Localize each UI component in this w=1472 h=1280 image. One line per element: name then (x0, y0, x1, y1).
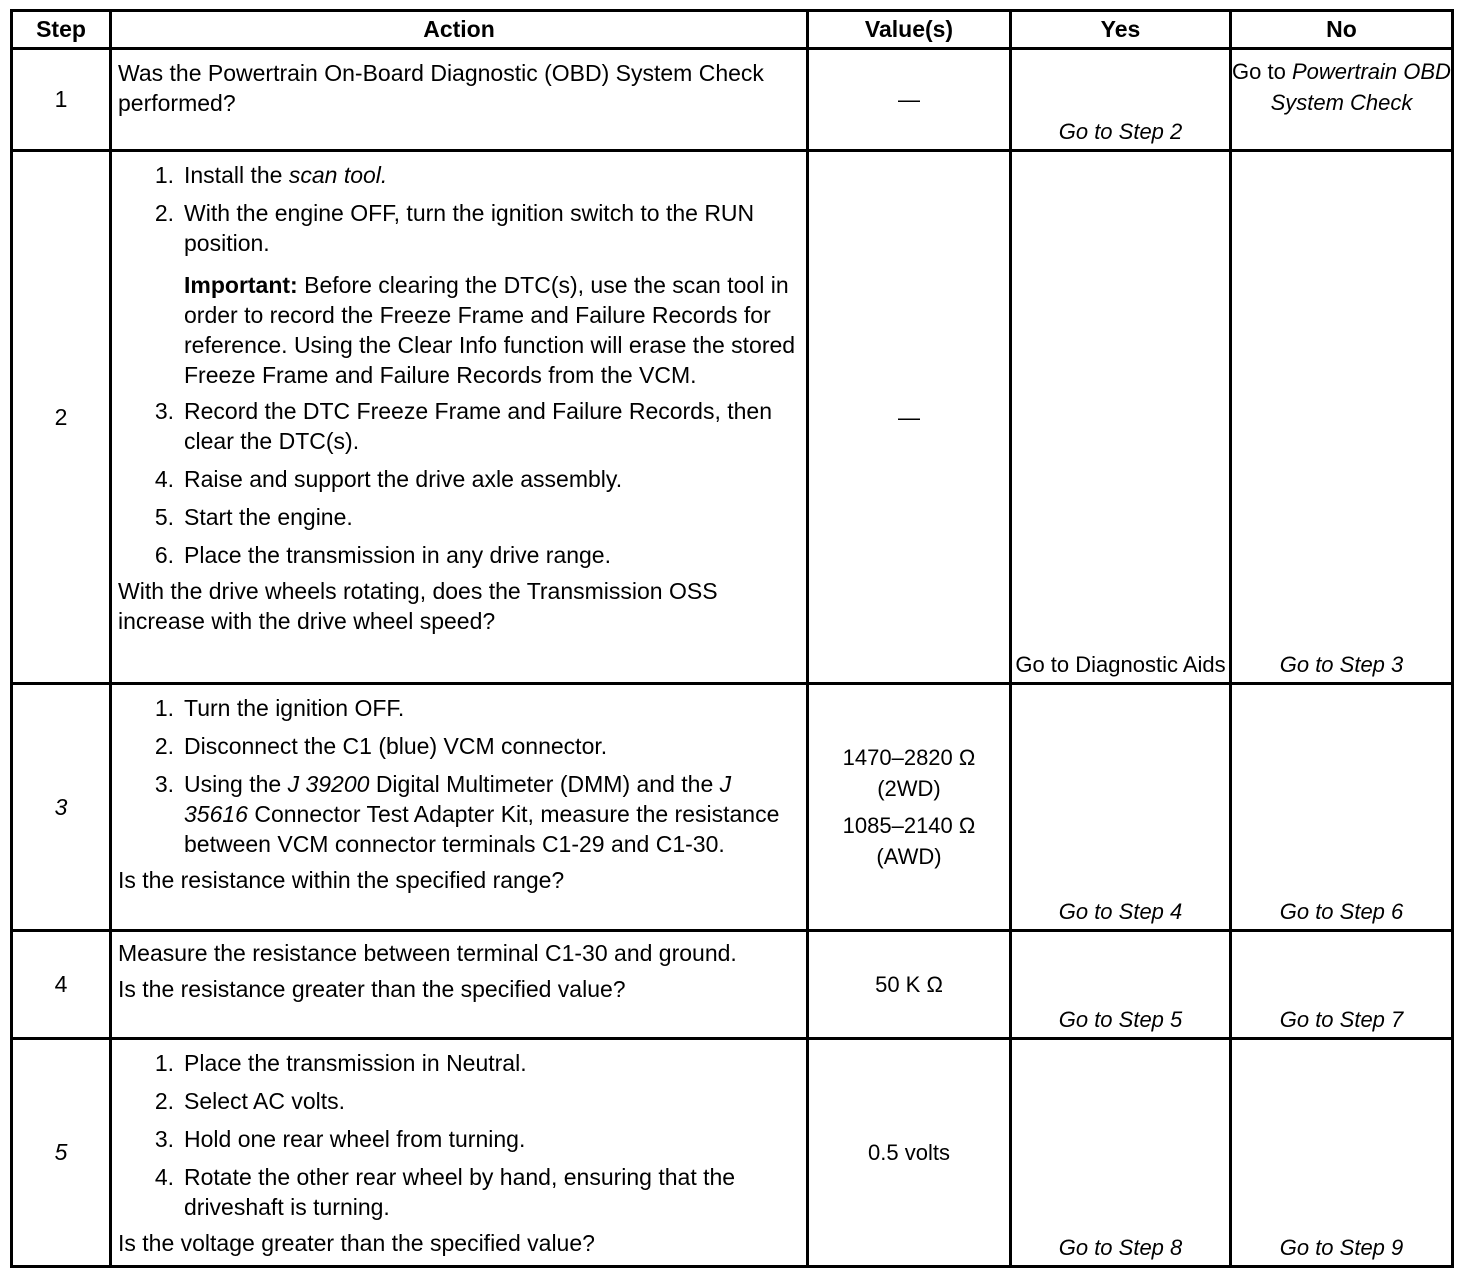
diagnostic-table (10, 9, 1454, 1268)
step-number: 3 (12, 684, 111, 931)
yes-cell: Go to Step 5 (1011, 931, 1231, 1039)
item-text: Place the transmission in Neutral. (184, 1050, 527, 1076)
list-item (112, 464, 806, 494)
no-cell: Go to Step 7 (1231, 931, 1453, 1039)
header-yes: Yes (1011, 11, 1231, 49)
list-item (112, 1048, 806, 1078)
value-subtext: (2WD) (877, 776, 941, 801)
action-cell (111, 1039, 808, 1267)
value-cell: — (808, 49, 1011, 151)
procedure-list (112, 1048, 806, 1222)
list-item (112, 198, 806, 258)
action-cell (111, 684, 808, 931)
item-text: Raise and support the drive axle assembly. (184, 466, 623, 492)
item-reference: scan tool. (288, 162, 388, 188)
list-item (112, 540, 806, 570)
yes-cell: Go to Diagnostic Aids (1011, 151, 1231, 684)
item-text: With the engine OFF, turn the ignition switch to the RUN position. (184, 200, 755, 256)
item-number: 3. (154, 1126, 174, 1152)
value-text: 1085–2140 Ω (842, 813, 976, 838)
item-text: Select AC volts. (184, 1088, 346, 1114)
action-cell (111, 151, 808, 684)
item-text: Rotate the other rear wheel by hand, ensuring that the driveshaft is turning. (184, 1164, 736, 1220)
item-number: 5. (154, 504, 174, 530)
step-number: 5 (12, 1039, 111, 1267)
value-cell: — (808, 151, 1011, 684)
action-question: Is the resistance greater than the specified value? (118, 976, 626, 1002)
item-text: Hold one rear wheel from turning. (184, 1126, 526, 1152)
value-subtext: (AWD) (876, 844, 942, 869)
item-text: Using the (184, 771, 282, 797)
item-number: 3. (154, 398, 174, 424)
no-cell: Go to Step 9 (1231, 1039, 1453, 1267)
header-values: Value(s) (808, 11, 1011, 49)
list-item (112, 1124, 806, 1154)
value-cell (808, 684, 1011, 931)
no-reference: Powertrain OBD System Check (1270, 59, 1451, 115)
procedure-list (112, 160, 806, 258)
header-no: No (1231, 11, 1453, 49)
value-range-2wd (809, 742, 1009, 804)
list-item (112, 1162, 806, 1222)
important-label: Important: (184, 272, 298, 298)
list-item (112, 769, 806, 859)
item-text: Start the engine. (184, 504, 353, 530)
list-item (112, 1086, 806, 1116)
action-question: Is the voltage greater than the specified value? (118, 1230, 595, 1256)
yes-cell: Go to Step 4 (1011, 684, 1231, 931)
table-row-step-1 (12, 49, 1453, 151)
item-number: 4. (154, 466, 174, 492)
table-row-step-3 (12, 684, 1453, 931)
no-cell: Go to Step 3 (1231, 151, 1453, 684)
table-row-step-2 (12, 151, 1453, 684)
action-cell (111, 49, 808, 151)
step-number: 2 (12, 151, 111, 684)
value-range-awd (809, 810, 1009, 872)
action-question: With the drive wheels rotating, does the Transmission OSS increase with the drive wheel speed? (118, 578, 718, 634)
item-number: 2. (154, 1088, 174, 1114)
procedure-list (112, 693, 806, 859)
action-question: Was the Powertrain On-Board Diagnostic (OBD) System Check performed? (118, 60, 764, 116)
item-number: 2. (154, 733, 174, 759)
tool-reference: J 39200 (287, 771, 370, 797)
action-cell (111, 931, 808, 1039)
no-cell (1231, 49, 1453, 151)
item-text: Install the (184, 162, 283, 188)
item-text: Digital Multimeter (DMM) and the (375, 771, 714, 797)
list-item (112, 731, 806, 761)
item-number: 4. (154, 1164, 174, 1190)
item-number: 6. (154, 542, 174, 568)
header-action: Action (111, 11, 808, 49)
table-row-step-4 (12, 931, 1453, 1039)
tool-reference: J 35616 (184, 771, 732, 827)
item-number: 1. (154, 1050, 174, 1076)
no-prefix: Go to (1232, 59, 1286, 84)
list-item (112, 396, 806, 456)
yes-cell: Go to Step 8 (1011, 1039, 1231, 1267)
item-text: Disconnect the C1 (blue) VCM connector. (184, 733, 608, 759)
item-number: 1. (154, 695, 174, 721)
value-text: 1470–2820 Ω (842, 745, 976, 770)
item-number: 3. (154, 771, 174, 797)
step-number: 1 (12, 49, 111, 151)
item-text: Turn the ignition OFF. (184, 695, 405, 721)
procedure-list (112, 396, 806, 570)
item-text: Record the DTC Freeze Frame and Failure Records, then clear the DTC(s). (184, 398, 773, 454)
action-question: Is the resistance within the specified range? (118, 867, 565, 893)
item-text: Connector Test Adapter Kit, measure the resistance between VCM connector terminals C1-29 and C1-30. (184, 801, 780, 857)
important-text: Before clearing the DTC(s), use the scan tool in order to record the Freeze Frame and Failure Records for reference. Using the Clear Info function will erase the stored Freeze Frame and Failure Records from the VCM. (184, 272, 796, 388)
header-row (12, 11, 1453, 49)
yes-cell: Go to Step 2 (1011, 49, 1231, 151)
value-cell: 50 K Ω (808, 931, 1011, 1039)
action-instruction: Measure the resistance between terminal C1-30 and ground. (118, 940, 737, 966)
important-note (112, 270, 806, 390)
step-number: 4 (12, 931, 111, 1039)
item-text: Place the transmission in any drive range. (184, 542, 611, 568)
list-item (112, 693, 806, 723)
header-step: Step (12, 11, 111, 49)
item-number: 2. (154, 200, 174, 226)
list-item (112, 502, 806, 532)
table-row-step-5 (12, 1039, 1453, 1267)
list-item (112, 160, 806, 190)
item-number: 1. (154, 162, 174, 188)
value-cell: 0.5 volts (808, 1039, 1011, 1267)
no-cell: Go to Step 6 (1231, 684, 1453, 931)
